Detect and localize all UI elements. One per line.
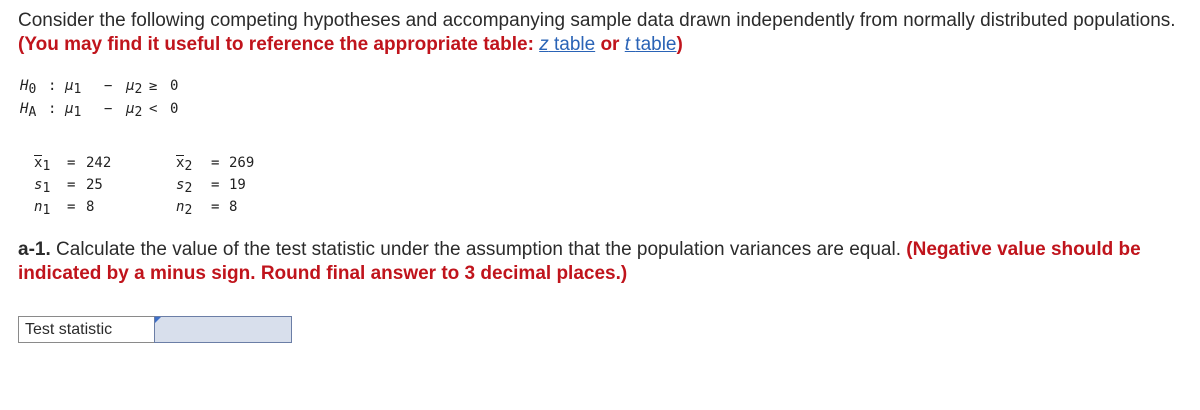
sample2-sd-symbol: s <box>176 177 185 193</box>
reference-close: ) <box>676 34 683 55</box>
ha-mu1-sub: 1 <box>73 105 82 120</box>
sample1-n-sub: 1 <box>42 203 51 218</box>
sample1-mean-sub: 1 <box>42 159 51 174</box>
sample2-n-value: 8 <box>229 199 238 215</box>
sample1-n-equals: = <box>67 199 76 215</box>
sample2-mean-symbol: x <box>176 155 185 171</box>
sample2-sd-sub: 2 <box>184 181 193 196</box>
sample1-n-symbol: n <box>34 199 43 215</box>
z-letter: z <box>539 34 549 55</box>
ha-sub: A <box>28 105 37 120</box>
ha-minus: − <box>104 101 113 117</box>
h0-sub: 0 <box>28 82 37 97</box>
input-corner-marker <box>155 317 161 323</box>
h0-colon: : <box>48 78 57 94</box>
sample2-n-sub: 2 <box>184 203 193 218</box>
z-table-link[interactable] <box>539 34 595 55</box>
question-a1 <box>18 238 1183 286</box>
sample1-n-value: 8 <box>86 199 95 215</box>
sample1-sd-equals: = <box>67 177 76 193</box>
sample2-mean-sub: 2 <box>184 159 193 174</box>
sample1-sd-value: 25 <box>86 177 103 193</box>
ha-value: 0 <box>170 101 179 117</box>
ha-mu2-sub: 2 <box>134 105 143 120</box>
h0-value: 0 <box>170 78 179 94</box>
sample1-mean-equals: = <box>67 155 76 171</box>
sample2-sd-value: 19 <box>229 177 246 193</box>
test-statistic-label: Test statistic <box>18 316 160 343</box>
h0-minus: − <box>104 78 113 94</box>
h0-mu1: μ <box>65 78 74 94</box>
ha-relation: < <box>149 101 158 117</box>
sample2-mean-equals: = <box>211 155 220 171</box>
h0-mu2-sub: 2 <box>134 82 143 97</box>
question-text: Calculate the value of the test statistic under the assumption that the population variances are equal. <box>56 239 901 260</box>
h0-mu2: μ <box>126 78 135 94</box>
table-reference <box>18 34 683 55</box>
sample2-mean-value: 269 <box>229 155 255 171</box>
t-table-link[interactable] <box>625 34 677 55</box>
ha-label: H <box>20 101 29 117</box>
h0-mu1-sub: 1 <box>73 82 82 97</box>
test-statistic-input[interactable] <box>154 316 292 343</box>
h0-relation: ≥ <box>149 78 158 94</box>
h0-label: H <box>20 78 29 94</box>
reference-lead: (You may find it useful to reference the appropriate table: <box>18 34 534 55</box>
sample2-sd-equals: = <box>211 177 220 193</box>
sample1-sd-sub: 1 <box>42 181 51 196</box>
problem-intro <box>18 9 1178 57</box>
question-label: a-1. <box>18 239 51 260</box>
or-word: or <box>600 34 620 55</box>
t-letter: t <box>624 34 631 55</box>
intro-text: Consider the following competing hypotheses and accompanying sample data drawn independently from normally distributed populations. <box>18 10 1176 31</box>
ha-colon: : <box>48 101 57 117</box>
sample1-mean-symbol: x <box>34 155 43 171</box>
sample2-n-equals: = <box>211 199 220 215</box>
ha-mu2: μ <box>126 101 135 117</box>
z-table-word: table <box>553 34 596 55</box>
question-note: (Negative value should be indicated by a minus sign. Round final answer to 3 decimal places.) <box>18 239 1141 284</box>
sample1-mean-value: 242 <box>86 155 112 171</box>
answer-row <box>18 316 293 343</box>
sample1-sd-symbol: s <box>34 177 43 193</box>
ha-mu1: μ <box>65 101 74 117</box>
t-table-word: table <box>635 34 677 55</box>
sample2-n-symbol: n <box>176 199 185 215</box>
